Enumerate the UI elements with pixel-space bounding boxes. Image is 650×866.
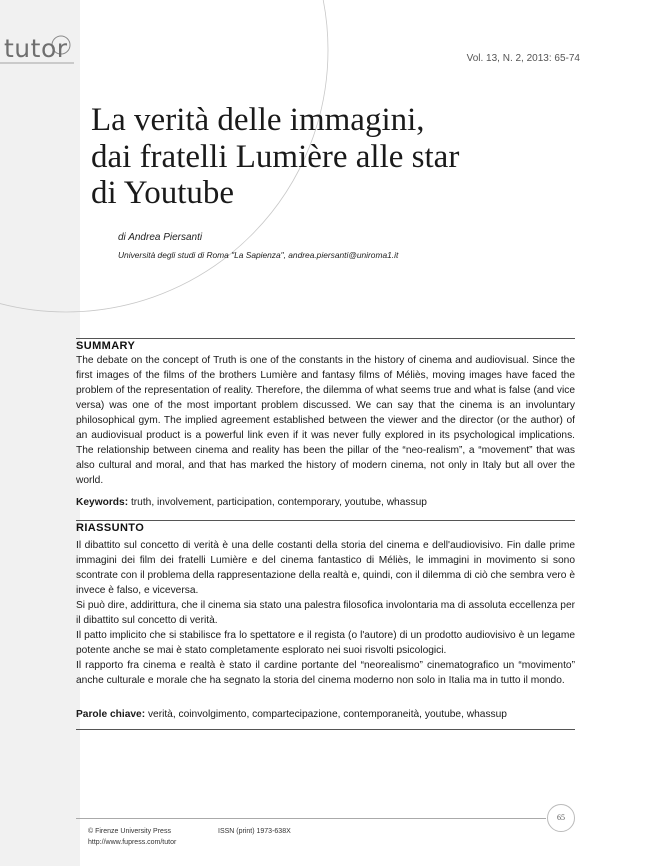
- article-title: [91, 102, 531, 212]
- riassunto-keywords: [76, 709, 575, 720]
- riassunto-heading: RIASSUNTO: [76, 522, 145, 534]
- publisher-url: http://www.fupress.com/tutor: [88, 839, 177, 846]
- issn: ISSN (print) 1973-638X: [218, 828, 291, 835]
- journal-logo: tutor: [4, 34, 68, 63]
- riassunto-paragraph: Si può dire, addirittura, che il cinema sia stato una palestra filosofica involontaria ma di assoluta eccellenza per il dibattito sul concetto di verità.: [76, 600, 575, 626]
- parole-chiave-label: Parole chiave:: [76, 709, 146, 720]
- volume-info: Vol. 13, N. 2, 2013: 65-74: [466, 53, 580, 64]
- summary-top-rule: [76, 338, 575, 339]
- title-line: di Youtube: [91, 175, 235, 211]
- summary-text: [76, 353, 575, 488]
- title-line: dai fratelli Lumière alle star: [91, 138, 460, 175]
- summary-paragraph: The debate on the concept of Truth is one of the constants in the history of cinema and audiovisual. Since the first images of the films of the brothers Lumière and fantasy films of Méliès, moving images have faced the problem of the representation of reality. Therefore, the dilemma of what seems true and what is false (and vice versa) was one of the most important problem discussed. We can say that the cinema is an involuntary philosophical gym. The implied agreement established between the viewer and the director (or the author) of an audiovisual product is a powerful link even if it was never fully explored in its psychological implications. The relationship between cinema and reality has been the pillar of the “neo-realism”, a “movement” that was also cultural and moral, and that has marked the history of modern cinema, not only in Italy but all over the world.: [76, 355, 575, 486]
- summary-keywords: [76, 497, 575, 508]
- summary-heading: SUMMARY: [76, 340, 136, 352]
- author-affiliation: Università degli studi di Roma "La Sapienza", andrea.piersanti@uniroma1.it: [118, 250, 399, 260]
- riassunto-text: [76, 538, 575, 688]
- page-number: 65: [547, 804, 575, 832]
- riassunto-paragraph: Il dibattito sul concetto di verità è una delle costanti della storia del cinema e dell'audiovisivo. Fin dalle prime immagini dei film dei fratelli Lumière e del cinema fantastico di Méliès, le immagini in movimento si sono scontrate con il problema della rappresentazione della realtà e, quindi, con il dilemma di ciò che sembra vero è invece è falso, e viceversa.: [76, 540, 575, 596]
- riassunto-bottom-rule: [76, 729, 575, 730]
- publisher: © Firenze University Press: [88, 828, 171, 835]
- keywords-list: truth, involvement, participation, contemporary, youtube, whassup: [130, 497, 427, 508]
- riassunto-paragraph: Il rapporto fra cinema e realtà è stato il cardine portante del “neorealismo” cinematografico un “movimento” anche culturale e morale che ha segnato la storia del cinema moderno non solo in Italia ma in tutto il mondo.: [76, 660, 575, 686]
- title-line: La verità delle immagini,: [91, 102, 425, 138]
- riassunto-top-rule: [76, 520, 575, 521]
- parole-chiave-list: verità, coinvolgimento, compartecipazione, contemporaneità, youtube, whassup: [147, 709, 507, 720]
- riassunto-paragraph: Il patto implicito che si stabilisce fra lo spettatore e il regista (o l'autore) di un prodotto audiovisivo è un legame potente anche se mai è stato completamente esplorato nei suoi risvolti psicologici.: [76, 630, 575, 656]
- keywords-label: Keywords:: [76, 497, 129, 508]
- author-name: di Andrea Piersanti: [118, 232, 203, 243]
- footer-rule: [76, 818, 546, 819]
- left-margin-band: [0, 0, 80, 866]
